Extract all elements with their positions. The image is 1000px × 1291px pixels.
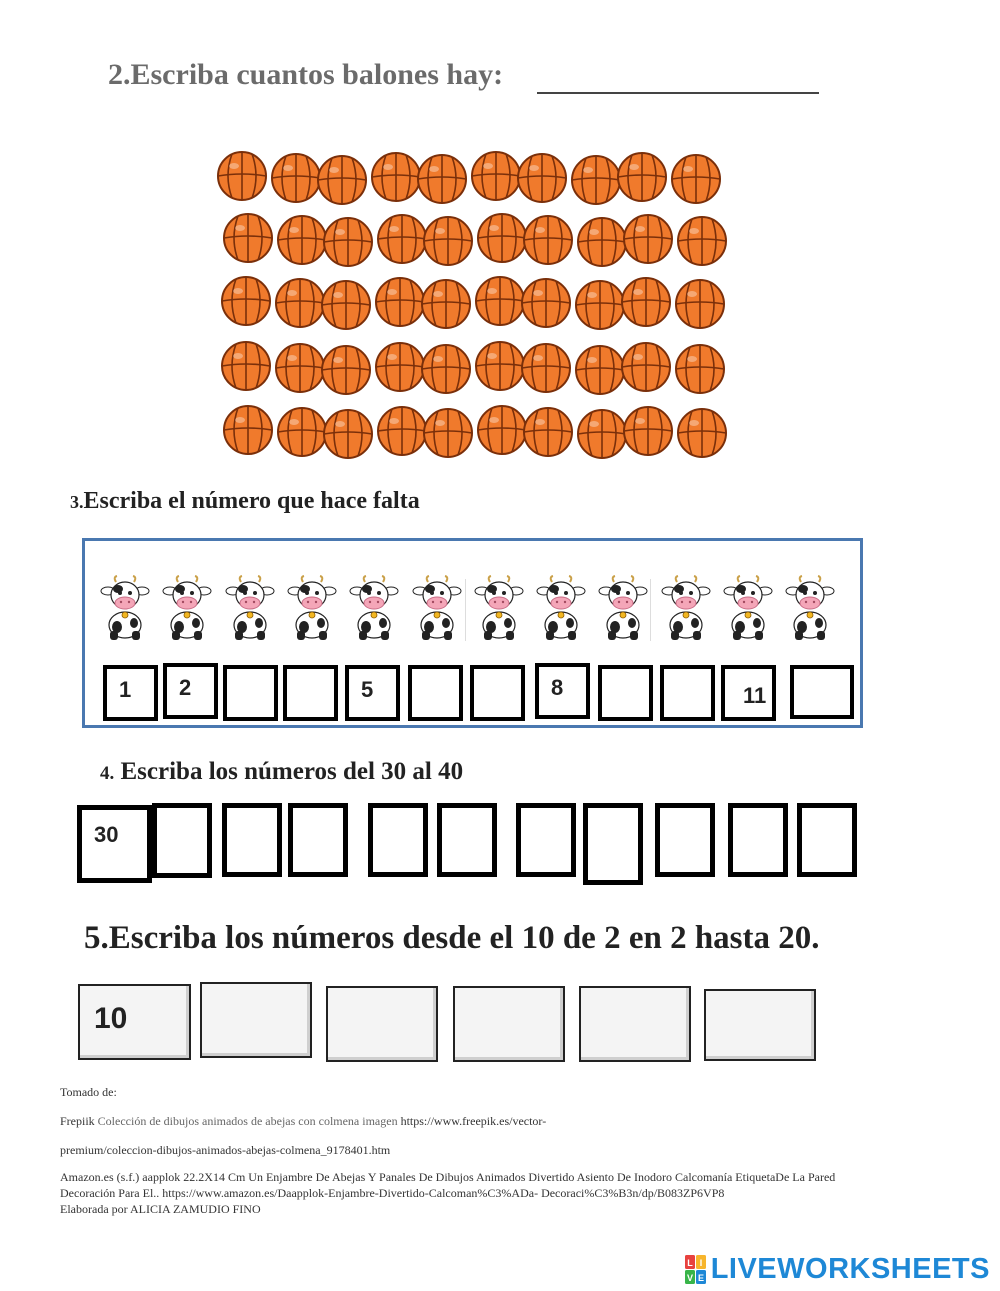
basketball <box>224 406 272 454</box>
basketball <box>524 408 572 456</box>
cow-icon <box>784 575 836 643</box>
basketball <box>278 216 326 264</box>
basketball <box>476 342 524 390</box>
cow-icon <box>161 575 213 643</box>
sequence-box-filled <box>345 665 400 721</box>
number-box-empty[interactable] <box>222 803 282 877</box>
number-box-value: 30 <box>94 822 119 847</box>
basketball <box>624 215 672 263</box>
step-box-filled <box>78 984 191 1060</box>
basketball <box>676 280 724 328</box>
svg-text:E: E <box>697 1272 704 1283</box>
credits-heading: Tomado de: <box>60 1085 117 1099</box>
basketball <box>422 345 470 393</box>
basketball <box>424 409 472 457</box>
basketball <box>676 345 724 393</box>
step-box-value: 10 <box>94 1002 128 1035</box>
credits-amazon-line1: Amazon.es (s.f.) aapplok 22.2X14 Cm Un Enjambre De Abejas Y Panales De Dibujos Animados Divertido Asiento De Inodoro Calcomanía EtiquetaDe La Pared <box>60 1170 836 1184</box>
basketball <box>524 216 572 264</box>
logo-tile <box>685 1255 695 1269</box>
basketball <box>322 346 370 394</box>
basketball <box>378 215 426 263</box>
basketball <box>478 406 526 454</box>
svg-text:I: I <box>699 1257 702 1268</box>
step-box-empty[interactable] <box>326 986 438 1062</box>
basketball <box>518 154 566 202</box>
sequence-box-empty[interactable] <box>223 665 278 721</box>
basketball <box>378 407 426 455</box>
basketball <box>224 214 272 262</box>
sequence-box-empty[interactable] <box>598 665 653 721</box>
basketball <box>624 407 672 455</box>
basketball <box>376 278 424 326</box>
step-box-empty[interactable] <box>200 982 312 1058</box>
basketball <box>622 278 670 326</box>
liveworksheets-logo-icon <box>685 1255 707 1285</box>
number-box-empty[interactable] <box>583 803 643 885</box>
basketball <box>372 153 420 201</box>
question-3-title <box>70 488 420 515</box>
number-box-filled <box>77 805 152 883</box>
basketball <box>618 153 666 201</box>
liveworksheets-brand[interactable] <box>685 1253 990 1286</box>
logo-tile <box>696 1270 706 1284</box>
basketball <box>272 154 320 202</box>
sequence-box-filled <box>535 663 590 719</box>
basketball <box>576 281 624 329</box>
freepik-source: Frepiik <box>60 1114 95 1128</box>
sequence-box-filled <box>163 663 218 719</box>
question-5-title: 5.Escriba los números desde el 10 de 2 en 2 hasta 20. <box>84 920 820 956</box>
basketball <box>472 152 520 200</box>
sequence-box-empty[interactable] <box>283 665 338 721</box>
cow-icon <box>99 575 151 643</box>
freepik-description: Colección de dibujos animados de abejas con colmena imagen <box>94 1114 401 1128</box>
sequence-box-empty[interactable] <box>470 665 525 721</box>
sequence-box-empty[interactable] <box>660 665 715 721</box>
basketball <box>324 218 372 266</box>
basketball <box>276 279 324 327</box>
panel-divider <box>465 579 466 641</box>
brand-name: LIVEWORKSHEETS <box>710 1253 990 1285</box>
question-2-number: 2. <box>108 58 131 91</box>
number-box-empty[interactable] <box>728 803 788 877</box>
sequence-box-filled <box>103 665 158 721</box>
answer-line-q2[interactable] <box>537 92 819 94</box>
basketball <box>672 155 720 203</box>
basketball <box>478 214 526 262</box>
number-box-empty[interactable] <box>288 803 348 877</box>
basketball <box>578 410 626 458</box>
freepik-url-part1[interactable]: https://www.freepik.es/vector- <box>400 1114 547 1128</box>
panel-divider <box>650 579 651 641</box>
logo-tile <box>685 1270 695 1284</box>
question-4-number: 4. <box>100 763 115 784</box>
question-4-title <box>100 758 463 786</box>
question-3-text: Escriba el número que hace falta <box>83 488 420 514</box>
cow-icon <box>660 575 712 643</box>
number-box-empty[interactable] <box>437 803 497 877</box>
cow-icon <box>224 575 276 643</box>
sequence-box-filled <box>721 665 776 721</box>
question-3-number: 3. <box>70 492 84 512</box>
basketball <box>422 280 470 328</box>
credits-author: Elaborada por ALICIA ZAMUDIO FINO <box>60 1202 261 1216</box>
basketball <box>278 408 326 456</box>
basketball <box>376 343 424 391</box>
cow-icon <box>348 575 400 643</box>
basketball <box>678 217 726 265</box>
basketballs-group <box>210 140 770 480</box>
basketball <box>222 342 270 390</box>
sequence-box-value: 5 <box>361 677 374 702</box>
step-box-empty[interactable] <box>579 986 691 1062</box>
svg-text:V: V <box>686 1272 693 1283</box>
basketball <box>572 156 620 204</box>
cow-sequence-panel <box>82 538 863 728</box>
cow-icon <box>286 575 338 643</box>
question-4-text: Escriba los números del 30 al 40 <box>114 758 464 785</box>
number-box-empty[interactable] <box>797 803 857 877</box>
basketball <box>276 344 324 392</box>
sequence-box-value: 2 <box>179 675 192 700</box>
question-2-title <box>108 58 503 92</box>
svg-text:L: L <box>686 1257 693 1268</box>
cow-icon <box>473 575 525 643</box>
sequence-box-empty[interactable] <box>408 665 463 721</box>
basketball <box>578 218 626 266</box>
freepik-url-part2[interactable]: premium/coleccion-dibujos-animados-abejas-colmena_9178401.htm <box>60 1143 391 1157</box>
basketball <box>522 344 570 392</box>
basketball <box>318 156 366 204</box>
number-box-empty[interactable] <box>152 803 212 878</box>
basketball <box>622 343 670 391</box>
sequence-box-value: 1 <box>119 677 132 702</box>
basketball <box>424 217 472 265</box>
basketball <box>322 281 370 329</box>
basketball <box>324 410 372 458</box>
number-box-empty[interactable] <box>516 803 576 877</box>
cow-icon <box>535 575 587 643</box>
sequence-box-value: 11 <box>743 683 767 708</box>
basketball <box>222 277 270 325</box>
step-box-empty[interactable] <box>453 986 565 1062</box>
sequence-box-value: 8 <box>551 675 564 700</box>
cow-icon <box>411 575 463 643</box>
cow-icon <box>722 575 774 643</box>
logo-tile <box>696 1255 706 1269</box>
basketball <box>418 155 466 203</box>
credits-amazon-line2[interactable]: Decoración Para El.. https://www.amazon.es/Daapplok-Enjambre-Divertido-Calcoman%C3%ADa- Decoraci%C3%B3n/dp/B083ZP6VP8 <box>60 1186 725 1200</box>
sequence-box-empty[interactable] <box>790 665 854 719</box>
number-box-empty[interactable] <box>368 803 428 877</box>
basketball <box>522 279 570 327</box>
basketball <box>576 346 624 394</box>
cow-icon <box>597 575 649 643</box>
step-box-empty[interactable] <box>704 989 816 1061</box>
question-2-text: Escriba cuantos balones hay: <box>130 58 504 91</box>
credits-freepik <box>60 1114 546 1129</box>
basketball <box>476 277 524 325</box>
basketball <box>218 152 266 200</box>
basketball <box>678 409 726 457</box>
number-box-empty[interactable] <box>655 803 715 877</box>
